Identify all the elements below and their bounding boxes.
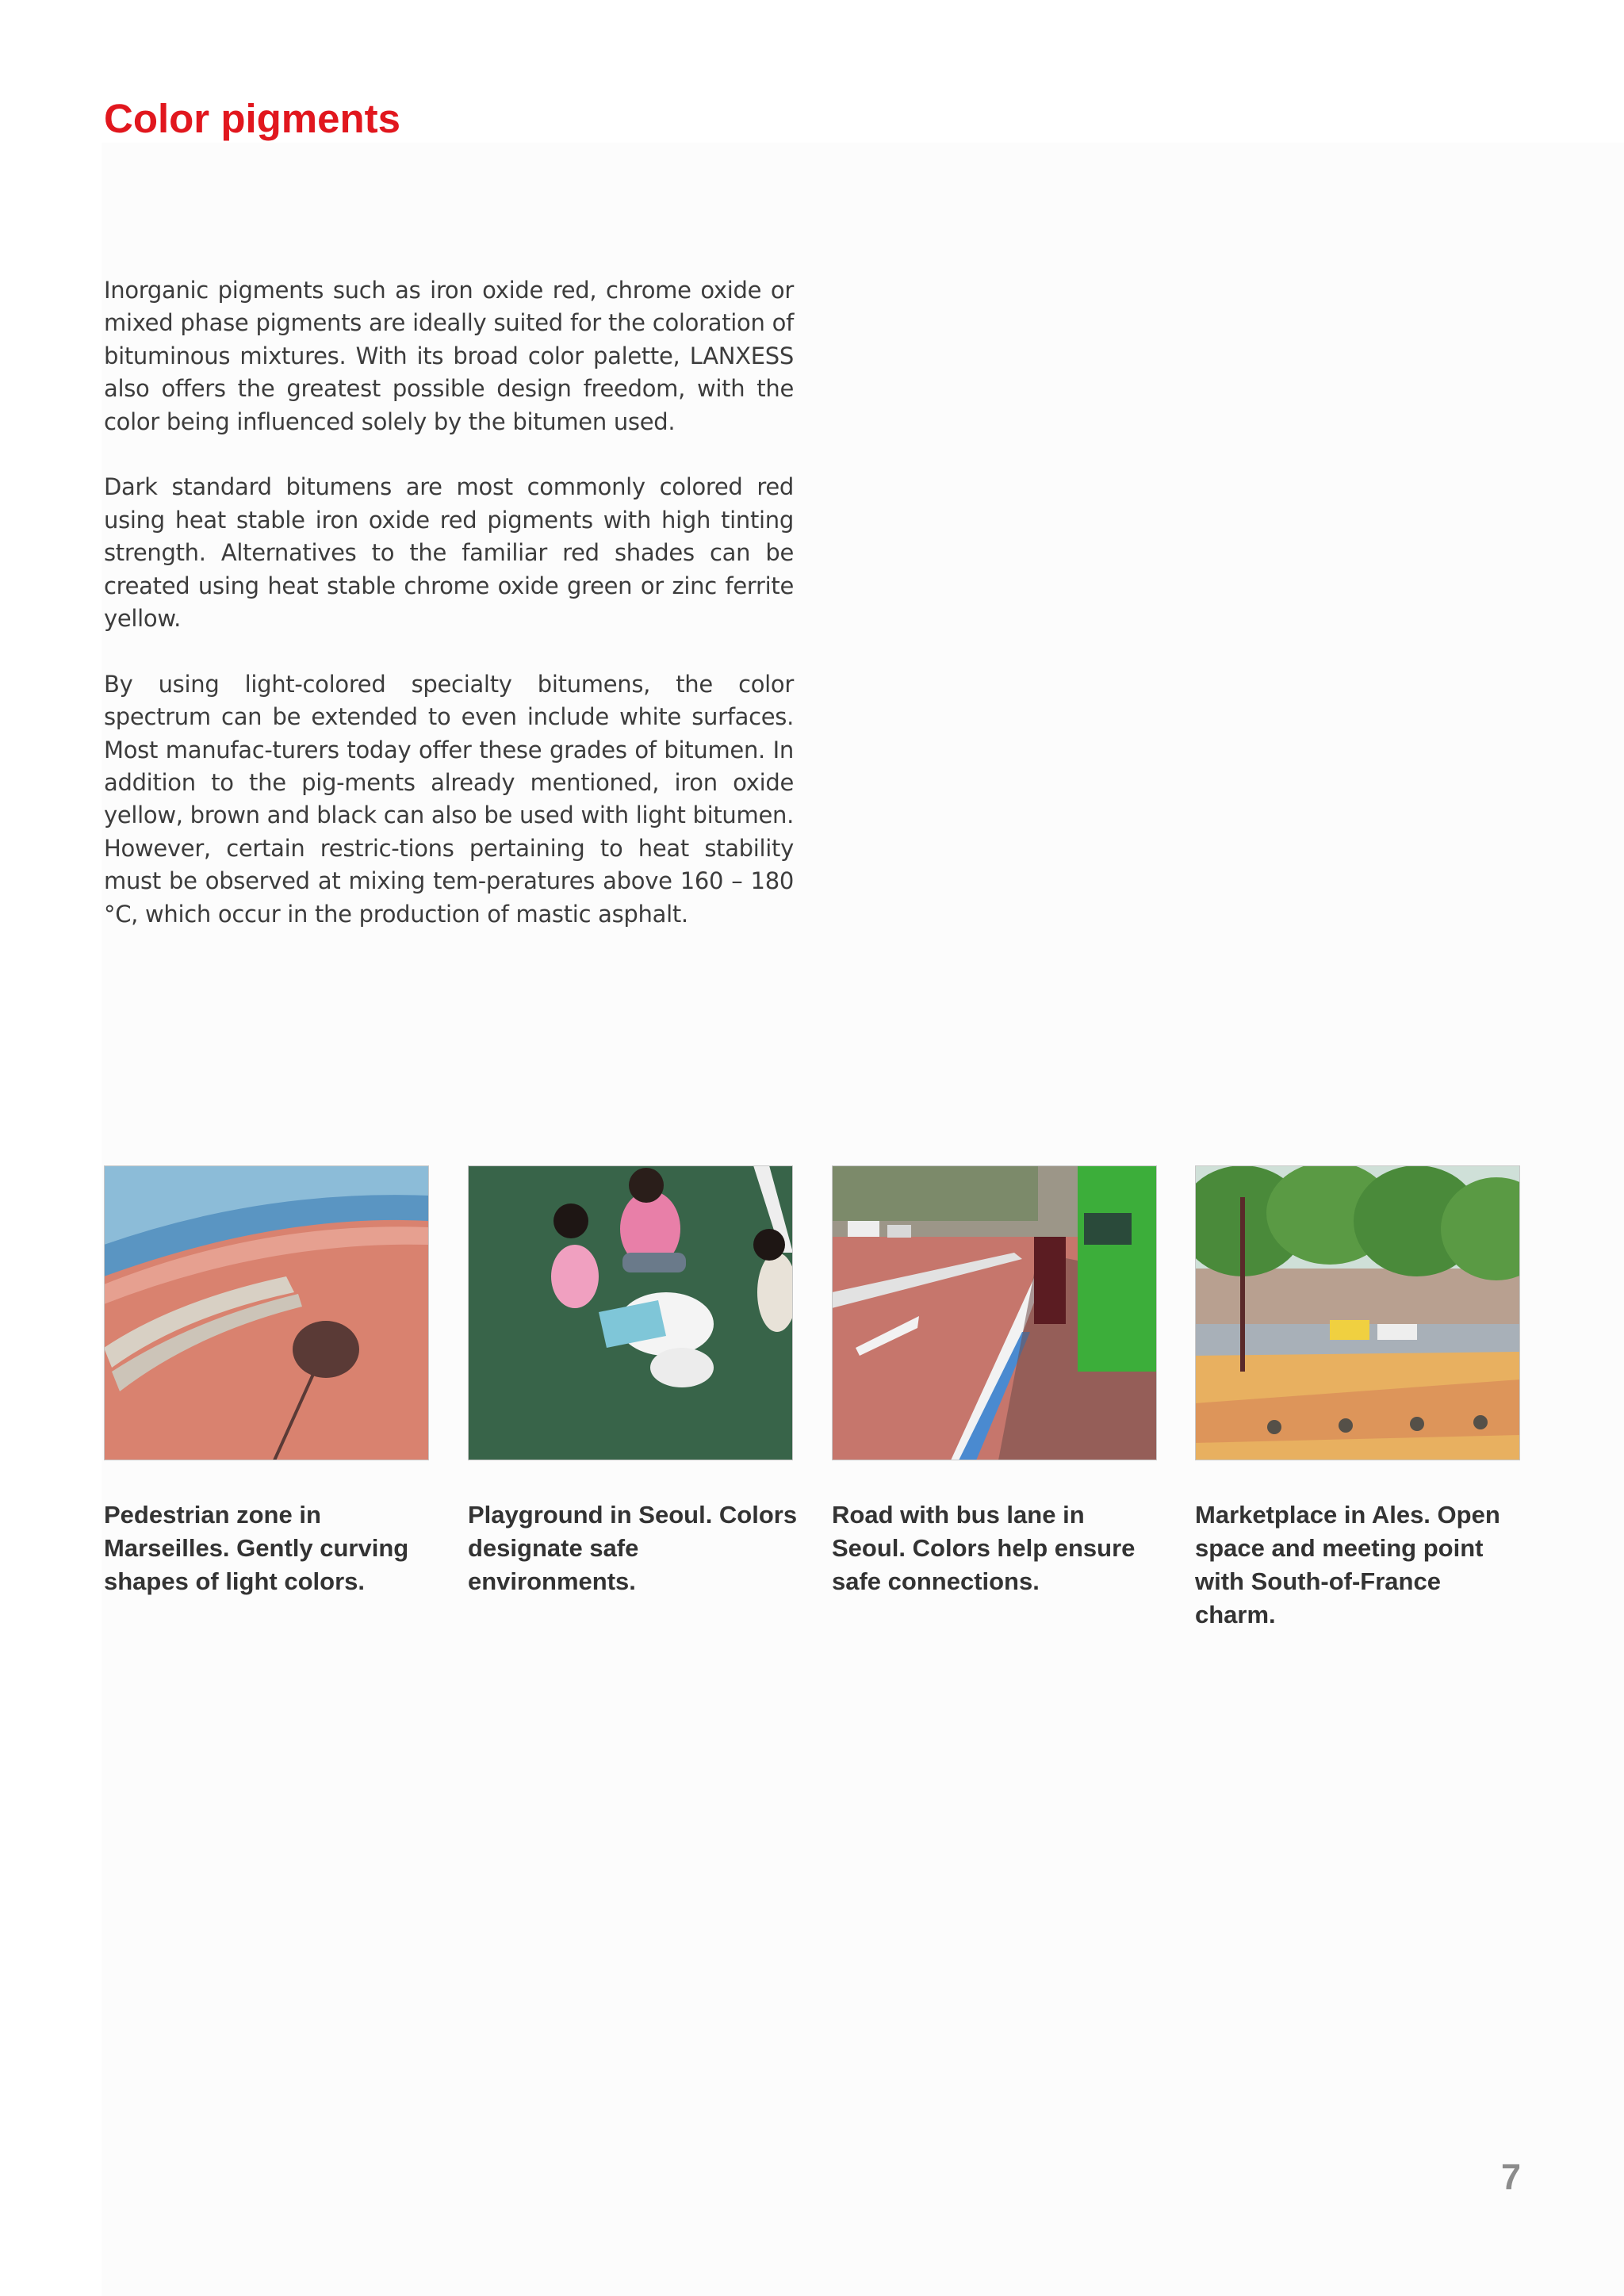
- page-title: Color pigments: [104, 96, 401, 141]
- paragraph-3: By using light-colored specialty bitumens, the color spectrum can be extended to even include white surfaces. Most manufac-turers today offer these grades of bitumen. In addition to the pig-ments already mentioned, iron oxide yellow, brown and black can also be used with light bitumen. However, certain restric-tions pertaining to heat stability must be observed at mixing tem-peratures above 160 – 180 °C, which occur in the production of mastic asphalt.: [104, 670, 794, 928]
- caption-playground: Playground in Seoul. Colors designate safe environments.: [468, 1501, 798, 1595]
- body-text: [104, 274, 794, 963]
- photo-playground: [468, 1165, 793, 1460]
- caption-bus-lane: Road with bus lane in Seoul. Colors help ensure safe connections.: [832, 1501, 1136, 1595]
- paragraph-2: Dark standard bitumens are most commonly colored red using heat stable iron oxide red pigments with high tinting strength. Alternatives to the familiar red shades can be created using heat stable chrome oxide green or zinc ferrite yellow.: [104, 473, 794, 633]
- photo-marketplace: [1195, 1165, 1520, 1460]
- paragraph-1: Inorganic pigments such as iron oxide red, chrome oxide or mixed phase pigments are ideally suited for the coloration of bituminous mixtures. With its broad color palette, LANXESS also offers the greatest possible design freedom, with the color being influenced solely by the bitumen used.: [104, 277, 794, 435]
- caption-marketplace: Marketplace in Ales. Open space and meeting point with South-of-France charm.: [1195, 1501, 1500, 1628]
- photo-pedestrian-zone: [104, 1165, 429, 1460]
- page-number: 7: [1500, 2156, 1521, 2197]
- photo-bus-lane: [832, 1165, 1157, 1460]
- caption-pedestrian-zone: Pedestrian zone in Marseilles. Gently curving shapes of light colors.: [104, 1501, 409, 1595]
